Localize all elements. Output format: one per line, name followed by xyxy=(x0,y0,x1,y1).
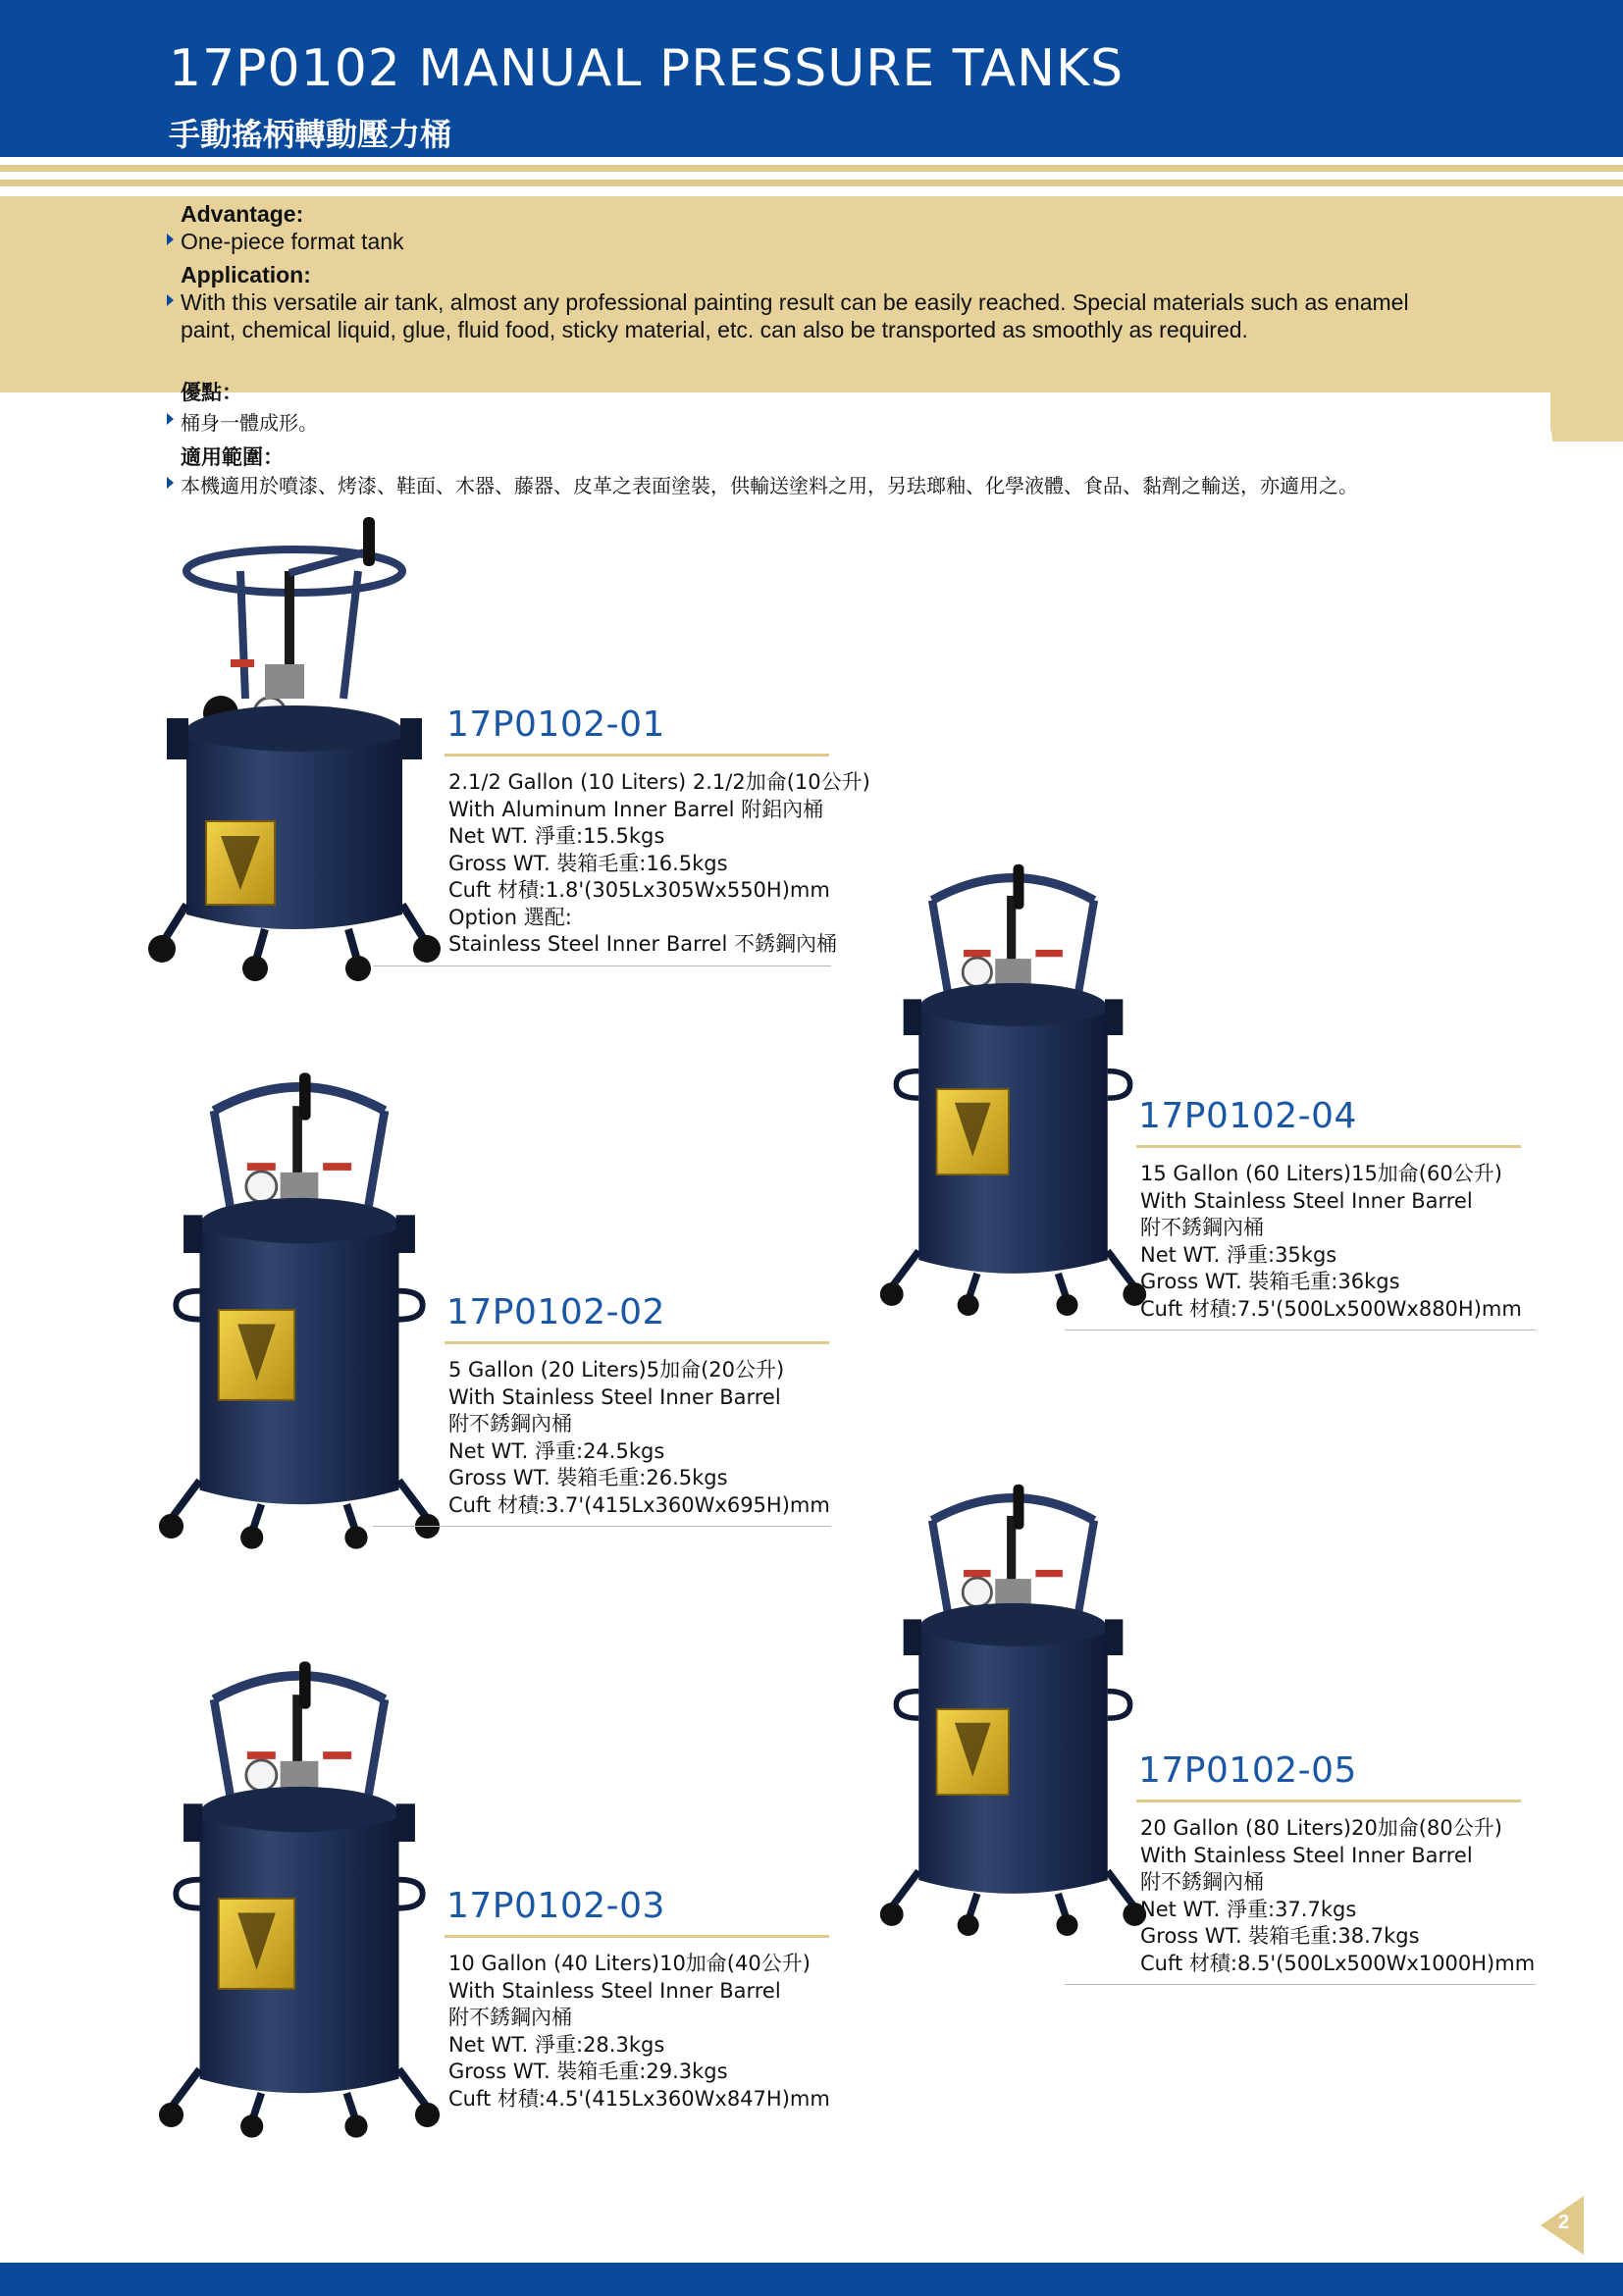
spec-line: Gross WT. 裝箱毛重:36kgs xyxy=(1140,1270,1400,1293)
product-code-underline xyxy=(1136,1800,1521,1802)
spec-line: Net WT. 淨重:37.7kgs xyxy=(1140,1897,1357,1921)
product-baseline xyxy=(1065,1984,1536,1985)
divider-stripe xyxy=(0,180,1623,186)
divider-stripe xyxy=(0,165,1623,172)
product-specs xyxy=(448,769,870,959)
application-zh-label: 適用範圍： xyxy=(181,445,284,469)
advantage-item: One-piece format tank xyxy=(181,229,404,254)
product-specs xyxy=(448,1357,830,1519)
spec-line: With Stainless Steel Inner Barrel xyxy=(448,1978,781,2003)
page-title: 17P0102 MANUAL PRESSURE TANKS xyxy=(169,39,1125,98)
page-subtitle: 手動搖柄轉動壓力桶 xyxy=(169,116,452,153)
spec-line: Cuft 材積:3.7'(415Lx360Wx695H)mm xyxy=(448,1492,830,1517)
page-header xyxy=(0,0,1623,157)
page-number: 2 xyxy=(1558,2212,1570,2233)
spec-line: With Stainless Steel Inner Barrel xyxy=(448,1384,781,1409)
bullet-icon xyxy=(167,413,174,425)
spec-line: Net WT. 淨重:35kgs xyxy=(1140,1242,1337,1267)
application-label: Application: xyxy=(181,262,311,287)
spec-line: Net WT. 淨重:24.5kgs xyxy=(448,1438,665,1463)
product-code-underline xyxy=(1136,1145,1521,1148)
product-baseline xyxy=(373,965,831,966)
product-baseline xyxy=(1065,1330,1536,1331)
spec-line: Cuft 材積:7.5'(500Lx500Wx880H)mm xyxy=(1140,1296,1522,1321)
spec-line: Stainless Steel Inner Barrel 不銹鋼內桶 xyxy=(448,932,837,956)
spec-line: With Aluminum Inner Barrel 附鋁內桶 xyxy=(448,797,824,821)
spec-line: Gross WT. 裝箱毛重:29.3kgs xyxy=(448,2060,728,2083)
advantage-label: Advantage: xyxy=(181,201,304,227)
bullet-icon xyxy=(167,477,174,489)
spec-line: Cuft 材積:1.8'(305Lx305Wx550H)mm xyxy=(448,878,830,902)
product-code: 17P0102-02 xyxy=(446,1292,665,1332)
product-code-underline xyxy=(445,754,829,757)
application-zh-text: 本機適用於噴漆、烤漆、鞋面、木器、藤器、皮革之表面塗裝，供輸送塗料之用，另珐瑯釉、化學液體、食品、黏劑之輸送，亦適用之。 xyxy=(181,474,1358,497)
bullet-icon xyxy=(167,294,174,306)
spec-line: 10 Gallon (40 Liters)10加侖(40公升) xyxy=(448,1952,811,1975)
spec-line: Option 選配: xyxy=(448,905,572,929)
spec-line: 附不銹鋼內桶 xyxy=(448,1412,572,1435)
application-text-line2: paint, chemical liquid, glue, fluid food, sticky material, etc. can also be transported as smoothly as required. xyxy=(181,317,1248,342)
spec-line: 附不銹鋼內桶 xyxy=(1140,1870,1264,1894)
product-code-underline xyxy=(445,1935,829,1938)
product-code: 17P0102-04 xyxy=(1138,1096,1357,1136)
spec-line: Cuft 材積:4.5'(415Lx360Wx847H)mm xyxy=(448,2086,830,2111)
application-text-line1: With this versatile air tank, almost any professional painting result can be easily reached. Special materials such as enamel xyxy=(181,289,1409,315)
tank-image-04 xyxy=(878,829,1148,1349)
product-specs xyxy=(1140,1161,1522,1323)
spec-line: 5 Gallon (20 Liters)5加侖(20公升) xyxy=(448,1358,785,1382)
spec-line: With Stainless Steel Inner Barrel xyxy=(1140,1843,1473,1867)
spec-line: Cuft 材積:8.5'(500Lx500Wx1000H)mm xyxy=(1140,1951,1536,1975)
intro-band-curve xyxy=(981,392,1552,471)
spec-line: With Stainless Steel Inner Barrel xyxy=(1140,1188,1473,1213)
advantage-zh-label: 優點： xyxy=(181,381,242,404)
product-code: 17P0102-01 xyxy=(446,704,665,745)
product-specs xyxy=(1140,1815,1535,1977)
spec-line: 附不銹鋼內桶 xyxy=(448,2006,572,2029)
tank-image-02 xyxy=(157,1065,442,1555)
spec-line: 附不銹鋼內桶 xyxy=(1140,1216,1264,1239)
bullet-icon xyxy=(167,234,174,245)
spec-line: 20 Gallon (80 Liters)20加侖(80公升) xyxy=(1140,1816,1502,1840)
spec-line: Gross WT. 裝箱毛重:16.5kgs xyxy=(448,851,728,875)
spec-line: Gross WT. 裝箱毛重:38.7kgs xyxy=(1140,1924,1420,1948)
advantage-zh-item: 桶身一體成形。 xyxy=(181,411,318,435)
spec-line: Net WT. 淨重:15.5kgs xyxy=(448,824,665,848)
spec-line: Gross WT. 裝箱毛重:26.5kgs xyxy=(448,1466,728,1489)
intro-band-tail xyxy=(1550,353,1623,442)
tank-image-05 xyxy=(878,1415,1148,2004)
spec-line: Net WT. 淨重:28.3kgs xyxy=(448,2032,665,2057)
tank-image-01 xyxy=(147,512,442,983)
spec-line: 2.1/2 Gallon (10 Liters) 2.1/2加侖(10公升) xyxy=(448,770,870,794)
product-code: 17P0102-03 xyxy=(446,1886,665,1926)
product-baseline xyxy=(373,1526,831,1527)
spec-line: 15 Gallon (60 Liters)15加侖(60公升) xyxy=(1140,1162,1502,1185)
product-code-underline xyxy=(445,1341,829,1344)
product-specs xyxy=(448,1951,830,2113)
page-footer xyxy=(0,2263,1623,2296)
tank-image-03 xyxy=(157,1604,442,2193)
product-code: 17P0102-05 xyxy=(1138,1750,1357,1791)
